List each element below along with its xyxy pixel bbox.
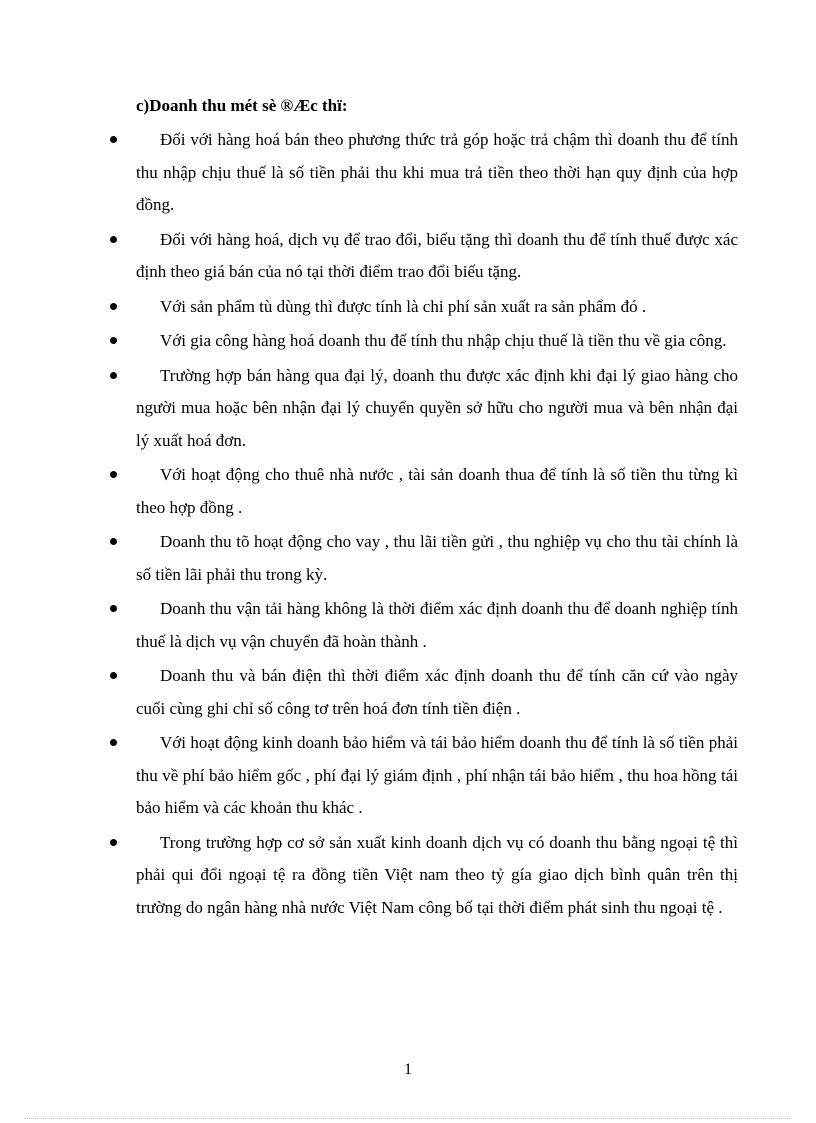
bullet-icon <box>110 236 117 243</box>
list-item <box>0 827 816 925</box>
list-item <box>0 459 816 524</box>
bullet-icon <box>110 538 117 545</box>
list-item <box>0 224 816 289</box>
list-item-text: Doanh thu tõ hoạt động cho vay , thu lãi tiền gửi , thu nghiệp vụ cho thu tài chính là số tiền lãi phải thu trong kỳ. <box>136 532 738 584</box>
list-item-text: Với hoạt động kinh doanh bảo hiểm và tái bảo hiểm doanh thu để tính là số tiền phải thu về phí bảo hiểm gốc , phí đại lý giám định , phí nhận tái bảo hiểm , thu hoa hồng tái bảo hiểm và các khoản thu khác . <box>136 733 738 817</box>
bullet-icon <box>110 471 117 478</box>
list-item-text: Trường hợp bán hàng qua đại lý, doanh thu được xác định khi đại lý giao hàng cho người mua hoặc bên nhận đại lý chuyển quyền sở hữu cho người mua và bên nhận đại lý xuất hoá đơn. <box>136 365 738 450</box>
list-item <box>0 593 816 658</box>
bullet-icon <box>110 337 117 344</box>
bullet-icon <box>110 839 117 846</box>
page-number: 1 <box>404 1061 412 1078</box>
list-item <box>0 360 816 458</box>
list-item-text: Với sản phẩm tù dùng thì được tính là chi phí sản xuất ra sản phẩm đó . <box>160 296 647 316</box>
list-item-text: Doanh thu vận tải hàng không là thời điểm xác định doanh thu để doanh nghiệp tính thuế là dịch vụ vận chuyển đã hoàn thành . <box>136 599 738 651</box>
list-item <box>0 291 816 324</box>
bullet-icon <box>110 672 117 679</box>
bullet-icon <box>110 372 117 379</box>
bullet-list <box>0 124 816 926</box>
bullet-icon <box>110 739 117 746</box>
list-item <box>0 526 816 591</box>
list-item <box>0 660 816 725</box>
list-item-text: Với gia công hàng hoá doanh thu để tính thu nhập chịu thuế là tiền thu về gia công. <box>160 331 727 350</box>
list-item-text: Với hoạt động cho thuê nhà nước , tài sản doanh thua để tính là số tiền thu từng kì theo hợp đồng . <box>136 465 738 517</box>
list-item-text: Đối với hàng hoá bán theo phương thức trả góp hoặc trả chậm thì doanh thu để tính thu nhập chịu thuế là số tiền phải thu khi mua trả tiền theo thời hạn quy định của hợp đồng. <box>136 130 738 214</box>
page-bottom-divider <box>24 1118 792 1119</box>
bullet-icon <box>110 136 117 143</box>
list-item <box>0 727 816 825</box>
list-item <box>0 325 816 358</box>
bullet-icon <box>110 303 117 310</box>
list-item-text: Trong trường hợp cơ sở sản xuất kinh doanh dịch vụ có doanh thu bằng ngoại tệ thì phải qui đổi ngoại tệ ra đồng tiền Việt nam theo tỷ gía giao dịch bình quân trên thị trường do ngân hàng nhà nước Việt Nam công bố tại thời điểm phát sinh thu ngoại tệ . <box>136 832 738 917</box>
list-item <box>0 124 816 222</box>
list-item-text: Đối với hàng hoá, dịch vụ để trao đổi, biếu tặng thì doanh thu để tính thuế được xác định theo giá bán của nó tại thời điểm trao đổi biếu tặng. <box>136 229 738 281</box>
list-item-text: Doanh thu và bán điện thì thời điểm xác định doanh thu để tính căn cứ vào ngày cuối cùng ghi chỉ số công tơ trên hoá đơn tính tiền điện . <box>136 666 738 718</box>
section-heading: c)Doanh thu mét sè ®Æc thï: <box>136 96 348 115</box>
bullet-icon <box>110 605 117 612</box>
